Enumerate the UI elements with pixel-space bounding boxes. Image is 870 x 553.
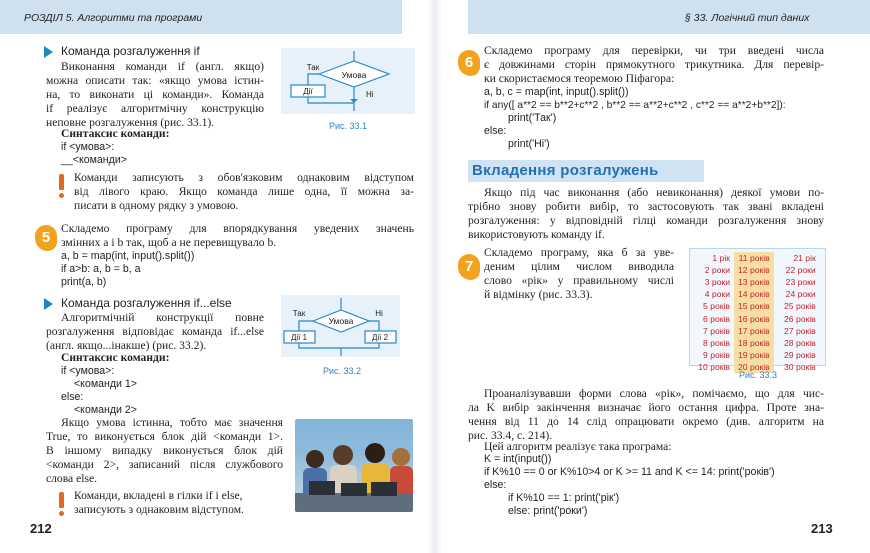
section-title-nested-branching: Вкладення розгалужень [472,162,659,179]
table-cell: 6 років [703,313,730,324]
table-row [694,252,820,264]
table-row [694,312,820,324]
syntax-line: <команди 1> [74,378,137,390]
yes-label: Так [292,309,306,318]
table-cell: 21 рік [793,253,816,264]
task-badge-icon: 6 [458,50,480,76]
code-line: print('Так') [508,112,557,124]
code-line: print('Ні') [508,138,550,150]
table-row [694,276,820,288]
code-line: else: [484,125,507,137]
years-table [694,252,820,373]
code-line: if a>b: a, b = b, a [61,263,141,275]
code-line: if any([ a**2 == b**2+c**2 , b**2 == a**2+c**2 , c**2 == a**2+b**2]): [484,100,786,111]
page-number-left: 212 [30,521,52,536]
code-line: a, b = map(int, input().split()) [61,250,195,262]
paragraph-program-intro: Цей алгоритм реалізує така програма: [484,440,672,453]
table-cell: 12 років [734,264,774,276]
action-label: Дії [303,87,313,96]
table-cell: 19 років [734,349,774,361]
figure-caption: Рис. 33.1 [329,121,368,131]
left-running-head: РОЗДІЛ 5. Алгоритми та програми [24,12,203,24]
table-cell: 7 років [703,325,730,336]
code-line: K = int(input()) [484,453,552,465]
table-cell: 20 років [734,361,774,373]
action-label: Дії 2 [371,333,389,342]
code-line: if K%10 == 1: print('рік') [508,492,620,504]
task-badge-icon: 7 [458,254,480,280]
table-cell: 3 роки [704,277,730,288]
warning-icon [57,174,67,200]
section-title-if-else: Команда розгалуження if...else [61,296,232,310]
code-line: if K%10 == 0 or K%10>4 or K >= 11 and K <= 14: print('років') [484,466,775,478]
bullet-triangle-icon [44,298,53,310]
flowchart-diagram [281,295,400,357]
syntax-label: Синтаксис команди: [61,127,170,140]
table-cell: 10 років [698,361,730,372]
table-cell: 2 роки [704,265,730,276]
bullet-triangle-icon [44,46,53,58]
table-cell: 29 років [784,349,816,360]
code-line: else: [484,479,507,491]
syntax-line: else: [61,391,84,403]
warning-icon [57,492,67,518]
flowchart-fig-33-2 [281,295,400,357]
code-line: a, b, c = map(int, input().split()) [484,86,629,98]
code-line: print(a, b) [61,276,107,288]
table-cell: 22 роки [785,265,816,276]
table-cell: 17 років [734,325,774,337]
no-label: Ні [366,90,374,99]
figure-caption: Рис. 33.2 [323,366,362,376]
syntax-line: <команди 2> [74,404,137,416]
table-cell: 5 років [703,301,730,312]
table-cell: 16 років [734,312,774,324]
table-cell: 30 років [784,361,816,372]
book-gutter [428,0,442,553]
table-row [694,300,820,312]
table-cell: 14 років [734,288,774,300]
right-header-band [468,0,870,34]
table-cell: 4 роки [704,289,730,300]
students-photo [295,419,413,512]
table-cell: 8 років [703,337,730,348]
yes-label: Так [306,63,320,72]
condition-label: Умова [341,70,367,80]
table-row [694,264,820,276]
table-cell: 13 років [734,276,774,288]
table-cell: 27 років [784,325,816,336]
table-cell: 18 років [734,337,774,349]
table-cell: 9 років [703,349,730,360]
table-cell: 23 роки [785,277,816,288]
section-title-if: Команда розгалуження if [61,44,200,58]
page-number-right: 213 [811,521,833,536]
code-line: else: print('роки') [508,505,588,517]
action-label: Дії 1 [290,333,308,342]
table-cell: 24 роки [785,289,816,300]
syntax-line: __<команди> [61,154,127,166]
right-running-head: § 33. Логічний тип даних [685,12,810,24]
syntax-line: if <умова>: [61,141,115,153]
flowchart-fig-33-1 [281,48,415,114]
task-badge-icon: 5 [35,225,57,251]
table-row [694,325,820,337]
syntax-label: Синтаксис команди: [61,351,170,364]
table-cell: 1 рік [712,253,730,264]
syntax-line: if <умова>: [61,365,115,377]
table-row [694,349,820,361]
flowchart-diagram [281,48,415,114]
table-row [694,337,820,349]
condition-label: Умова [328,316,354,326]
table-cell: 26 років [784,313,816,324]
table-row [694,288,820,300]
table-cell: 11 років [734,252,774,264]
table-cell: 28 років [784,337,816,348]
table-cell: 25 років [784,301,816,312]
figure-caption: Рис. 33.3 [739,370,778,380]
no-label: Ні [375,309,383,318]
table-cell: 15 років [734,300,774,312]
